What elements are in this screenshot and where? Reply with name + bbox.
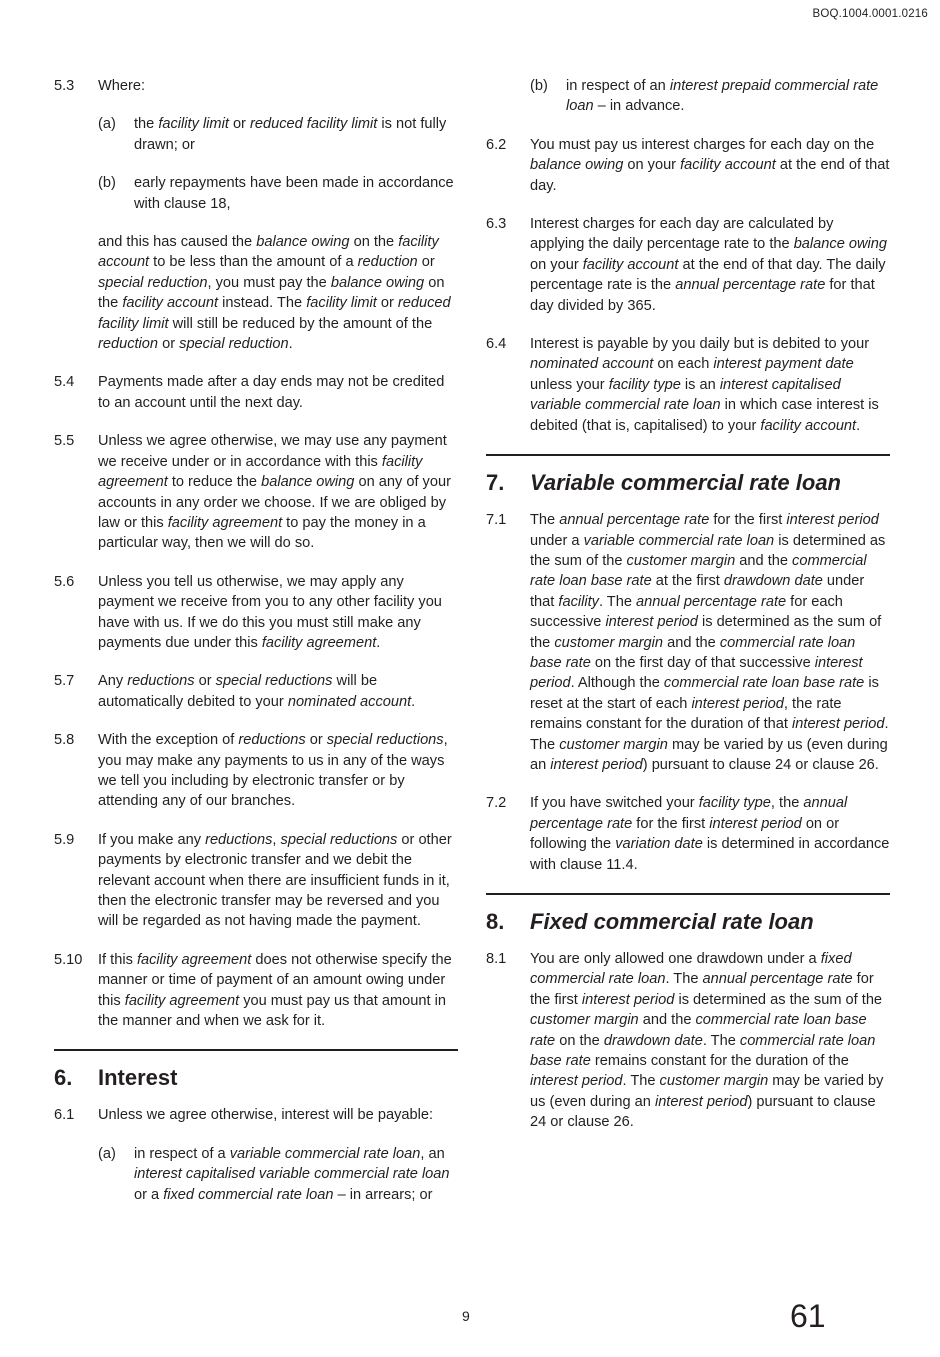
section-title: Variable commercial rate loan	[530, 470, 841, 496]
clause-7-1: 7.1 The annual percentage rate for the first interest period under a variable commercial rate loan is determined as the sum of the customer margin and the commercial rate loan base rate at the first drawdown date under that facility. The annual percentage rate for each successive interest period is determined as the sum of the customer margin and the commercial rate loan base rate on the first day of that successive interest period. Although the commercial rate loan base rate is reset at the start of each interest period, the rate remains constant for the duration of that interest period. The customer margin may be varied by us (even during an interest period) pursuant to clause 24 or clause 26.	[486, 512, 889, 773]
section-divider	[486, 454, 890, 456]
document-id: BOQ.1004.0001.0216	[812, 8, 928, 20]
subclause-b: (b) early repayments have been made in accordance with clause 18,	[98, 175, 454, 212]
section-number: 6.	[54, 1065, 73, 1091]
clause-text: Where:	[98, 78, 146, 94]
page-number: 9	[462, 1308, 470, 1324]
subclause-letter: (a)	[98, 116, 116, 133]
clause-5-8: 5.8 With the exception of reductions or special reductions, you may make any payments to us in any of the ways we tell you including by electronic transfer or by attending any of our branches.	[54, 732, 448, 810]
clause-number: 5.5	[54, 433, 75, 450]
left-column	[54, 76, 458, 1223]
clause-number: 7.2	[486, 795, 507, 812]
right-column	[486, 76, 890, 1151]
clause-7-2: 7.2 If you have switched your facility type, the annual percentage rate for the first interest period on or following the variation date is determined in accordance with clause 11.4.	[486, 795, 890, 873]
clause-number: 6.1	[54, 1107, 75, 1124]
subclause-letter: (a)	[98, 1145, 116, 1162]
clause-5-5: 5.5 Unless we agree otherwise, we may use any payment we receive under or in accordance with this facility agreement to reduce the balance owing on any of your accounts in any order we choose. If we are obliged by law or this facility agreement to pay the money in a particular way, then we will do so.	[54, 433, 451, 552]
section-number: 8.	[486, 909, 505, 934]
subclause-a: (a) in respect of a variable commercial rate loan, an interest capitalised variable commercial rate loan or a fixed commercial rate loan – in arrears; or	[98, 1145, 450, 1203]
subclause-letter: (b)	[530, 78, 548, 94]
exhibit-page-number: 61	[790, 1298, 826, 1334]
section-divider	[54, 1049, 458, 1051]
subclause-a: (a) the facility limit or reduced facility limit is not fully drawn; or	[98, 116, 447, 153]
section-heading-8	[486, 909, 890, 935]
clause-5-4: 5.4 Payments made after a day ends may not be credited to an account until the next day.	[54, 374, 445, 411]
clause-number: 5.9	[54, 831, 75, 848]
clause-number: 6.2	[486, 136, 507, 153]
section-heading-7	[486, 470, 890, 496]
clause-text: Unless we agree otherwise, interest will be payable:	[98, 1107, 434, 1124]
clause-number: 5.7	[54, 673, 75, 690]
clause-number: 5.8	[54, 732, 75, 749]
section-number: 7.	[486, 470, 505, 496]
subclause-b: (b) in respect of an interest prepaid commercial rate loan – in advance.	[530, 78, 879, 115]
clause-5-10: 5.10 If this facility agreement does not otherwise specify the manner or time of payment of an amount owing under this facility agreement you must pay us that amount in the manner and when we ask for it.	[54, 951, 452, 1030]
clause-number: 6.4	[486, 336, 507, 353]
clause-number: 6.3	[486, 216, 507, 233]
clause-number: 5.4	[54, 374, 75, 391]
clause-number: 5.3	[54, 78, 75, 94]
clause-6-4: 6.4 Interest is payable by you daily but is debited to your nominated account on each interest payment date unless your facility type is an interest capitalised variable commercial rate loan in which case interest is debited (that is, capitalised) to your facility account.	[486, 336, 879, 434]
clause-6-3: 6.3 Interest charges for each day are calculated by applying the daily percentage rate to the balance owing on your facility account at the end of that day. The daily percentage rate is the annual percentage rate for that day divided by 365.	[486, 216, 887, 314]
clause-number: 7.1	[486, 512, 507, 529]
clause-8-1: 8.1 You are only allowed one drawdown under a fixed commercial rate loan. The annual percentage rate for the first interest period is determined as the sum of the customer margin and the commercial rate loan base rate on the drawdown date. The commercial rate loan base rate remains constant for the duration of the interest period. The customer margin may be varied by us (even during an interest period) pursuant to clause 24 or clause 26.	[486, 951, 884, 1131]
section-divider	[486, 893, 890, 895]
subclause-letter: (b)	[98, 175, 116, 192]
clause-6-2: 6.2 You must pay us interest charges for each day on the balance owing on your facility account at the end of that day.	[486, 136, 890, 194]
clause-number: 5.6	[54, 573, 75, 590]
clause-5-6: 5.6 Unless you tell us otherwise, we may apply any payment we receive from you to any other facility you have with us. If we do this you must still make any payments due under this facility agreement.	[54, 573, 442, 651]
clause-5-7: 5.7 Any reductions or special reductions will be automatically debited to your nominated account.	[54, 673, 416, 710]
section-title: Fixed commercial rate loan	[530, 909, 814, 934]
clause-5-3	[54, 76, 458, 354]
clause-number: 8.1	[486, 951, 507, 967]
clause-6-1	[54, 1105, 458, 1205]
clause-continuation: and this has caused the balance owing on the facility account to be less than the amount of a reduction or special reduction, you must pay the balance owing on the facility account instead. The facility limit or reduced facility limit will still be reduced by the amount of the reduction or special reduction.	[98, 234, 451, 353]
clause-5-9: 5.9 If you make any reductions, special reductions or other payments by electronic transfer and we debit the relevant account when there are insufficient funds in it, then the electronic transfer may be reversed and you will be regarded as not having made the payment.	[54, 831, 452, 930]
section-title: Interest	[98, 1065, 178, 1091]
clause-number: 5.10	[54, 951, 83, 968]
clause-6-1-continued	[486, 76, 890, 117]
section-heading-6	[54, 1065, 458, 1091]
